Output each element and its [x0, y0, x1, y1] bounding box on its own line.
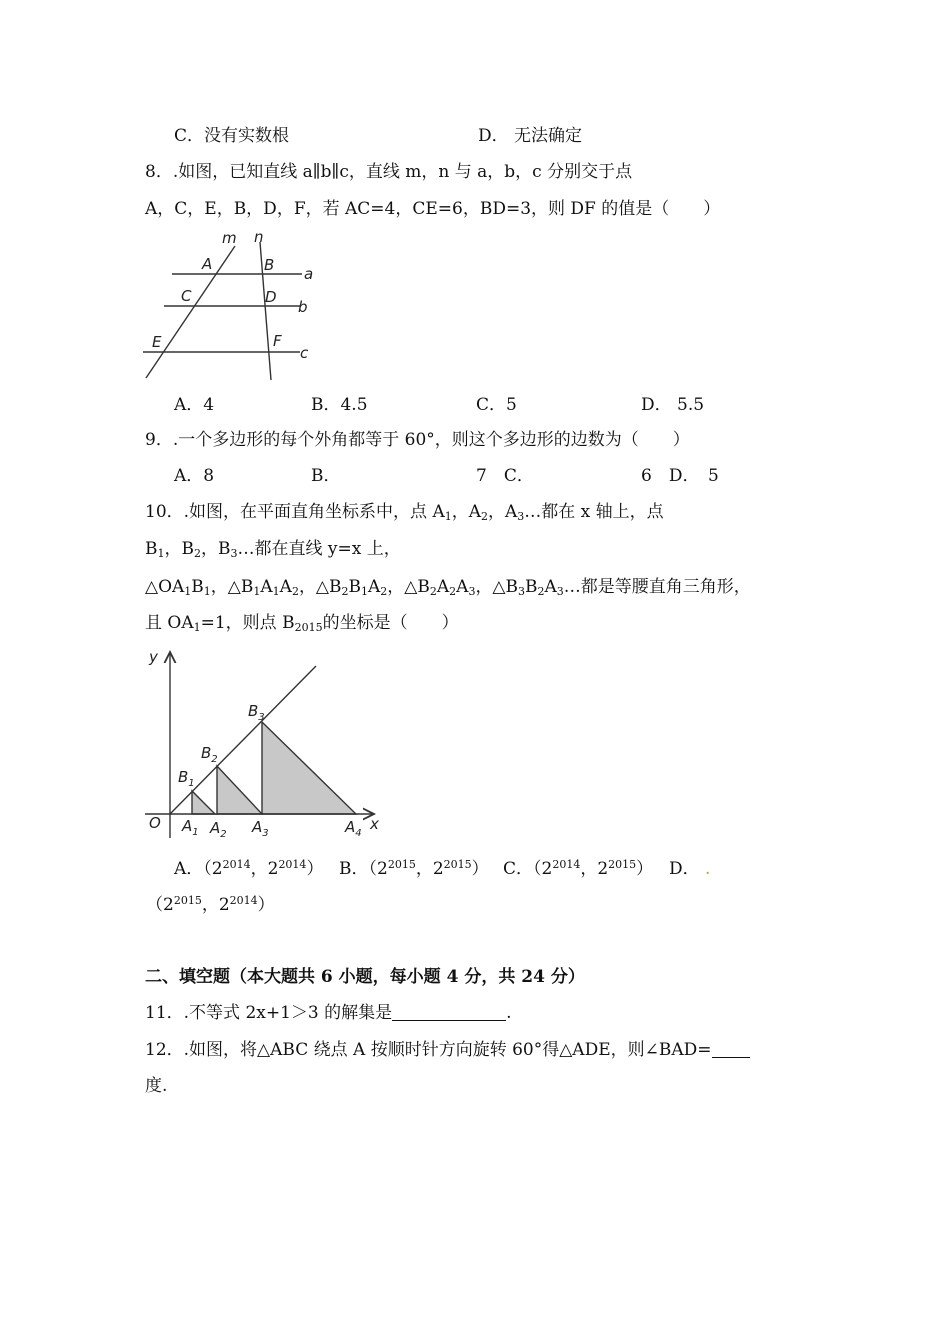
q10-option-c: C．（$2^{2014}$，$2^{2015}$）: [503, 858, 654, 879]
label-x: x: [370, 815, 379, 833]
label-A: A: [202, 255, 213, 273]
label-A1: $A_1$: [182, 817, 199, 838]
q8-option-b: B．4.5: [311, 395, 368, 415]
label-a: a: [304, 265, 314, 283]
label-A2: $A_2$: [210, 819, 227, 840]
q9-stem: 9．.一个多边形的每个外角都等于 60°，则这个多边形的边数为（ ）: [145, 430, 690, 450]
label-B: B: [264, 256, 275, 274]
q11-stem: 11．.不等式 2x+1＞3 的解集是 .: [145, 1003, 512, 1023]
label-O: O: [149, 814, 161, 832]
label-A4: $A_4$: [345, 818, 362, 839]
q10-option-d-value: （$2^{2015}$，$2^{2014}$）: [146, 894, 275, 915]
q8-option-a: A．4: [174, 395, 215, 415]
q8-option-c: C．5: [476, 395, 517, 415]
q8-option-d: D． 5.5: [641, 395, 705, 415]
q8-stem-line1: 8．.如图，已知直线 a∥b∥c，直线 m，n 与 a，b，c 分别交于点: [145, 162, 633, 182]
q10-stem-line2: $B_1$，$B_2$，$B_3\dots$都在直线 y=x 上，: [145, 539, 401, 560]
q12-answer-blank[interactable]: [712, 1039, 750, 1058]
triangle-b2a2a3: [217, 766, 262, 814]
q9-option-d: 6 D． 5: [641, 466, 719, 486]
label-c: c: [300, 344, 309, 362]
q8-figure: [140, 228, 320, 386]
label-y: y: [149, 648, 158, 666]
section-2-title: 二、填空题（本大题共 6 小题，每小题 4 分，共 24 分）: [145, 967, 585, 987]
q10-option-d: D． .: [669, 859, 711, 879]
label-C: C: [181, 287, 192, 305]
q10-stem-line3: $\triangle OA_1B_1$，$\triangle B_1A_1A_2$，$\triangle B_2B_1A_2$，$\triangle B_2A_2A_3$，$\triangle B_3B_2A_3\dots$都是等腰直角三角形，: [145, 577, 751, 598]
q10-figure: [140, 642, 390, 847]
label-E: E: [152, 333, 162, 351]
label-F: F: [273, 332, 282, 350]
q9-option-a: A．8: [174, 466, 215, 486]
label-B3: $B_3$: [248, 702, 265, 723]
triangle-b1a1a2: [192, 791, 215, 814]
line-m: [146, 246, 235, 378]
label-B1: $B_1$: [178, 768, 195, 789]
q7-option-c: C．没有实数根: [174, 126, 290, 146]
q10-option-a: A．（$2^{2014}$，$2^{2014}$）: [174, 858, 324, 879]
label-n: n: [254, 228, 264, 246]
q9-option-b: B．: [311, 466, 341, 486]
q10-option-b: B．（$2^{2015}$，$2^{2015}$）: [339, 858, 489, 879]
q11-answer-blank[interactable]: [392, 1002, 506, 1021]
q9-option-c: 7 C．: [476, 466, 534, 486]
q7-option-d: D． 无法确定: [478, 126, 583, 146]
label-D: D: [265, 288, 277, 306]
label-m: m: [222, 229, 237, 247]
triangle-b3a3a4: [262, 722, 356, 814]
label-B2: $B_2$: [201, 744, 218, 765]
q10-stem-line4: 且 $OA_1=1$，则点 $B_{2015}$的坐标是（ ）: [145, 613, 459, 634]
q8-stem-line2: A，C，E，B，D，F，若 AC=4，CE=6，BD=3，则 DF 的值是（ ）: [145, 199, 721, 219]
label-b: b: [298, 298, 308, 316]
q10-stem-line1: 10．.如图，在平面直角坐标系中，点 $A_1$，$A_2$，$A_3\dots$都在 x 轴上，点: [145, 502, 664, 523]
q12-stem-line2: 度.: [145, 1076, 168, 1096]
label-A3: $A_3$: [252, 818, 269, 839]
q12-stem-line1: 12．.如图，将△ABC 绕点 A 按顺时针方向旋转 60°得△ADE，则∠BAD=: [145, 1038, 750, 1062]
